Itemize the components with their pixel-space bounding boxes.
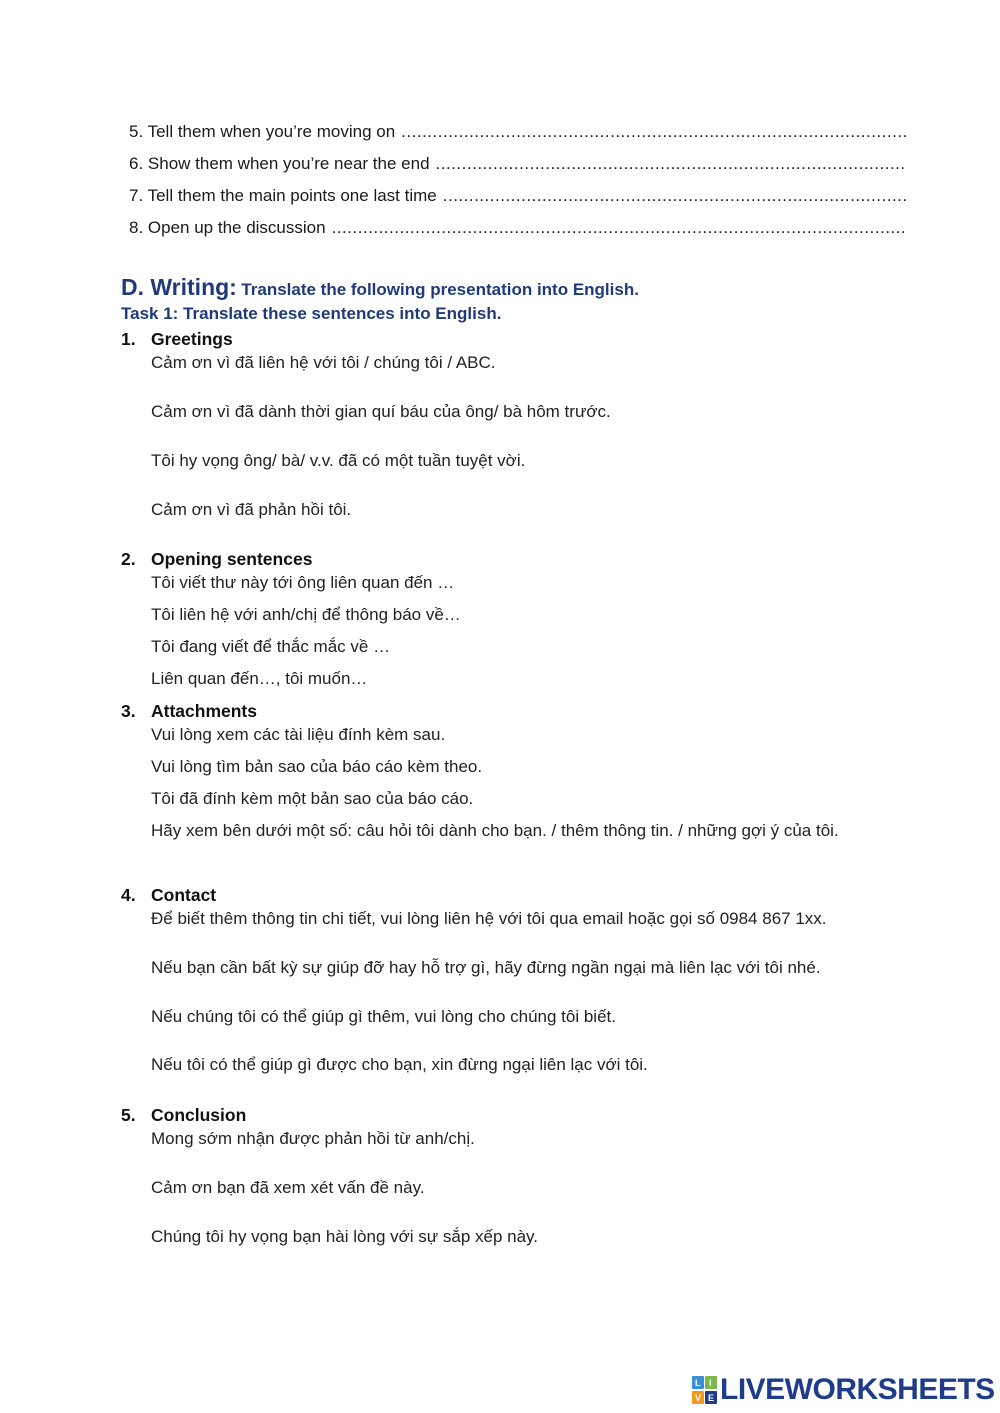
section-title-greetings: Greetings [151,329,233,349]
section-number: 3. [121,701,136,721]
section-number: 4. [121,885,136,905]
exercise-item-8 [129,217,907,239]
answer-blank[interactable] [436,153,907,175]
section-d-heading [121,274,639,301]
sentence-line: Để biết thêm thông tin chi tiết, vui lòng liên hệ với tôi qua email hoặc gọi số 0984 867 1xx. [151,909,827,928]
section-title-contact: Contact [151,885,217,905]
answer-blank[interactable] [443,185,907,207]
live-badge-icon [692,1375,718,1405]
sentence-line: Nếu chúng tôi có thể giúp gì thêm, vui lòng cho chúng tôi biết. [151,1007,616,1026]
svg-text:I: I [709,1378,712,1388]
sentence-line: Tôi đang viết để thắc mắc về … [151,637,391,656]
exercise-item-5 [129,121,907,143]
exercise-item-text: 5. Tell them when you’re moving on [129,122,396,141]
sentence-line: Cảm ơn vì đã liên hệ với tôi / chúng tôi / ABC. [151,353,496,372]
section-d-subtitle: Translate the following presentation into English. [241,280,639,299]
task-title: Task 1: Translate these sentences into English. [121,304,502,323]
section-number: 5. [121,1105,136,1125]
section-title-opening: Opening sentences [151,549,313,569]
liveworksheets-logo[interactable] [692,1372,995,1408]
sentence-line: Tôi hy vọng ông/ bà/ v.v. đã có một tuần tuyệt vời. [151,451,526,470]
svg-text:E: E [708,1393,715,1403]
exercise-item-text: 7. Tell them the main points one last time [129,186,437,205]
section-title-conclusion: Conclusion [151,1105,247,1125]
section-d-title: D. Writing: [121,274,237,300]
section-title-attachments: Attachments [151,701,257,721]
svg-text:V: V [695,1393,702,1403]
exercise-item-6 [129,153,907,175]
sentence-line: Chúng tôi hy vọng bạn hài lòng với sự sắp xếp này. [151,1227,539,1246]
sentence-line: Cảm ơn vì đã phản hồi tôi. [151,500,352,519]
sentence-line: Vui lòng xem các tài liệu đính kèm sau. [151,725,446,744]
sentence-line: Tôi liên hệ với anh/chị để thông báo về… [151,605,461,624]
exercise-item-text: 6. Show them when you’re near the end [129,154,430,173]
answer-blank[interactable] [332,217,907,239]
answer-blank[interactable] [401,121,907,143]
sentence-line: Vui lòng tìm bản sao của báo cáo kèm theo. [151,757,483,776]
exercise-item-text: 8. Open up the discussion [129,218,326,237]
sentence-line: Cảm ơn bạn đã xem xét vấn đề này. [151,1178,425,1197]
sentence-line: Mong sớm nhận được phản hồi từ anh/chị. [151,1129,475,1148]
sentence-line: Hãy xem bên dưới một số: câu hỏi tôi dành cho bạn. / thêm thông tin. / những gợi ý của tôi. [151,821,839,840]
section-number: 1. [121,329,136,349]
sentence-line: Cảm ơn vì đã dành thời gian quí báu của ông/ bà hôm trước. [151,402,611,421]
svg-text:L: L [695,1378,701,1388]
sentence-line: Tôi viết thư này tới ông liên quan đến … [151,573,455,592]
exercise-item-7 [129,185,907,207]
brand-name: LIVEWORKSHEETS [720,1373,995,1406]
sentence-line: Liên quan đến…, tôi muốn… [151,669,368,688]
sentence-line: Nếu tôi có thể giúp gì được cho bạn, xin đừng ngại liên lạc với tôi. [151,1055,648,1074]
sentence-line: Nếu bạn cần bất kỳ sự giúp đỡ hay hỗ trợ gì, hãy đừng ngần ngại mà liên lạc với tôi nhé. [151,958,821,977]
sentence-line: Tôi đã đính kèm một bản sao của báo cáo. [151,789,474,808]
section-number: 2. [121,549,136,569]
